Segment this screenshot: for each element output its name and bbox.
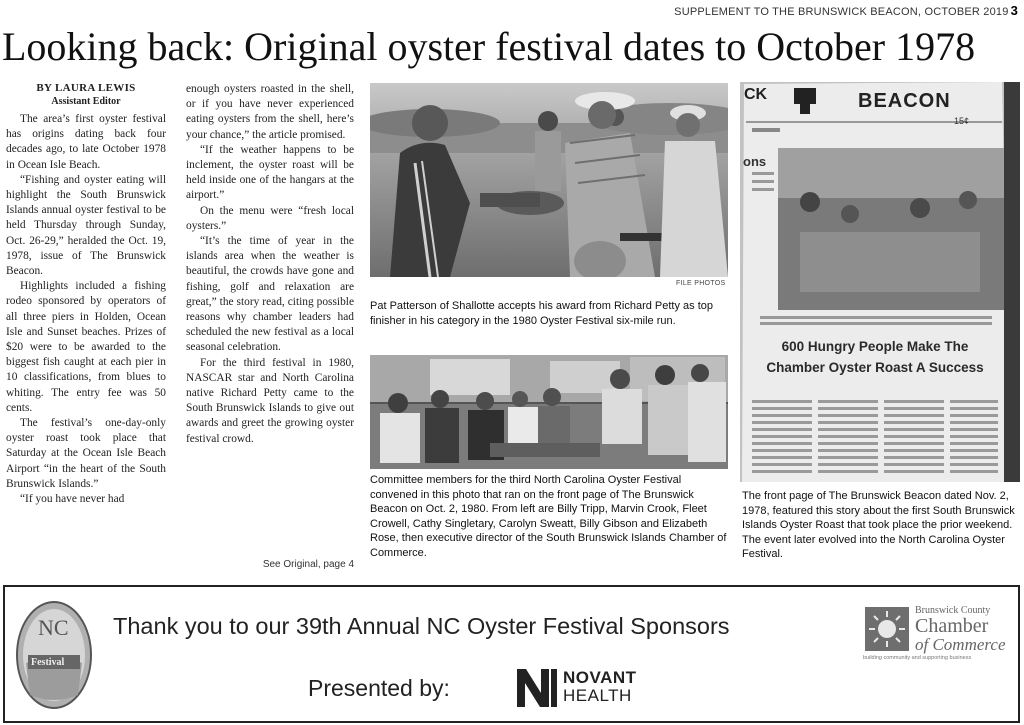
novant-line2: HEALTH xyxy=(563,686,632,705)
photo-committee-image xyxy=(370,355,728,469)
page-number: 3 xyxy=(1010,3,1018,18)
clipping-masthead: BEACON xyxy=(858,90,951,112)
article-column-2 xyxy=(186,82,354,572)
novant-n-icon xyxy=(517,669,557,707)
photo-committee xyxy=(370,355,728,469)
photo-newspaper-clipping xyxy=(740,82,1020,482)
caption-award-photo: Pat Patterson of Shallotte accepts his award from Richard Petty as top finisher in his category in the 1980 Oyster Festival six-mile run. xyxy=(370,300,714,327)
chamber-line1: Brunswick County xyxy=(915,605,991,616)
paragraph: “It’s the time of year in the islands area when the weather is beautiful, the crowds have gone and fishing, golf and relaxation are great,” the story read, citing possible reasons why chamber leaders had scheduled the new festival as a local seasonal celebration. xyxy=(186,235,354,354)
paragraph: Highlights included a fishing rodeo sponsored by operators of all three piers in Holden, Ocean Isle and Sunset beaches. Prizes of $20 were to be awarded to the biggest fish caught at each pier in 10 classifications, from blues to whiting. The entry fee was 50 cents. xyxy=(6,280,166,414)
nc-logo-text: NC xyxy=(38,615,69,640)
nc-oyster-festival-logo xyxy=(14,599,94,711)
paragraph: For the third festival in 1980, NASCAR star and North Carolina native Richard Petty came to the South Brunswick Islands to give out awards and greet the growing oyster festival crowd. xyxy=(186,356,354,445)
caption-committee-photo: Committee members for the third North Carolina Oyster Festival convened in this photo that ran on the front page of The Brunswick Beacon on Oct. 2, 1980. From left are Billy Tripp, Marvin Crook, Fleet Crowell, Cathy Singletary, Carolyn Sweatt, Billy Gibson and Elizabeth Rose, then executive director of the South Brunswick Islands Chamber of Commerce. xyxy=(370,474,727,559)
article-column-1 xyxy=(6,82,166,572)
clipping-masthead-left: CK xyxy=(744,86,768,103)
paragraph: “If the weather happens to be inclement, the oyster roast will be held inside one of the hangars at the airport.” xyxy=(186,143,354,202)
presented-by: Presented by: xyxy=(308,675,450,701)
sponsor-thanks: Thank you to our 39th Annual NC Oyster Festival Sponsors xyxy=(113,613,730,639)
byline-role: Assistant Editor xyxy=(51,96,121,107)
chamber-of-commerce-logo xyxy=(863,605,1017,665)
photo-award-image xyxy=(370,83,728,277)
clipping-price: 15¢ xyxy=(954,116,970,126)
sponsor-banner xyxy=(3,585,1020,723)
supplement-line: SUPPLEMENT TO THE BRUNSWICK BEACON, OCTOBER 2019 xyxy=(674,6,1009,18)
paragraph: The festival’s one-day-only oyster roast took place that Saturday at the Ocean Isle Beach Airport “in the heart of the South Brunswick Islands.” xyxy=(6,417,166,490)
headline: Looking back: Original oyster festival dates to October 1978 xyxy=(2,24,976,69)
caption-clipping: The front page of The Brunswick Beacon dated Nov. 2, 1978, featured this story about the first South Brunswick Islands Oyster Roast that took place the prior weekend. The event later evolved into the North Carolina Oyster Festival. xyxy=(742,490,1015,560)
paragraph: “Fishing and oyster eating will highlight the South Brunswick Islands annual oyster festival to be held Thursday through Sunday, Oct. 26-29,” heralded the Oct. 19, 1978, issue of The Brunswick Beacon. xyxy=(6,173,166,278)
nc-logo-sub: Festival xyxy=(31,657,65,668)
paragraph: “If you have never had xyxy=(20,493,125,506)
clipping-side-fragment: ons xyxy=(743,154,767,169)
paragraph: On the menu were “fresh local oysters.” xyxy=(186,204,354,232)
photo-credit: FILE PHOTOS xyxy=(676,280,726,287)
jump-line: See Original, page 4 xyxy=(262,558,354,570)
chamber-sun-icon xyxy=(863,605,911,653)
byline-author: BY LAURA LEWIS xyxy=(36,82,136,94)
chamber-line3: of Commerce xyxy=(915,635,1006,654)
chamber-line2: Chamber xyxy=(915,615,989,637)
novant-line1: NOVANT xyxy=(563,668,637,687)
supplement-header xyxy=(674,3,1018,18)
clipping-paper xyxy=(740,82,1020,482)
photo-award-handshake xyxy=(370,83,728,277)
paragraph: enough oysters roasted in the shell, or if you have never experienced eating oysters from the shell, here’s your chance,” the article promised. xyxy=(186,83,354,141)
paragraph: The area’s first oyster festival has origins dating back four decades ago, to late October 1978 in Ocean Isle Beach. xyxy=(6,113,166,171)
chamber-tagline: building community and supporting business xyxy=(863,655,972,661)
clipping-story-headline: 600 Hungry People Make The Chamber Oyster Roast A Success xyxy=(766,339,984,375)
